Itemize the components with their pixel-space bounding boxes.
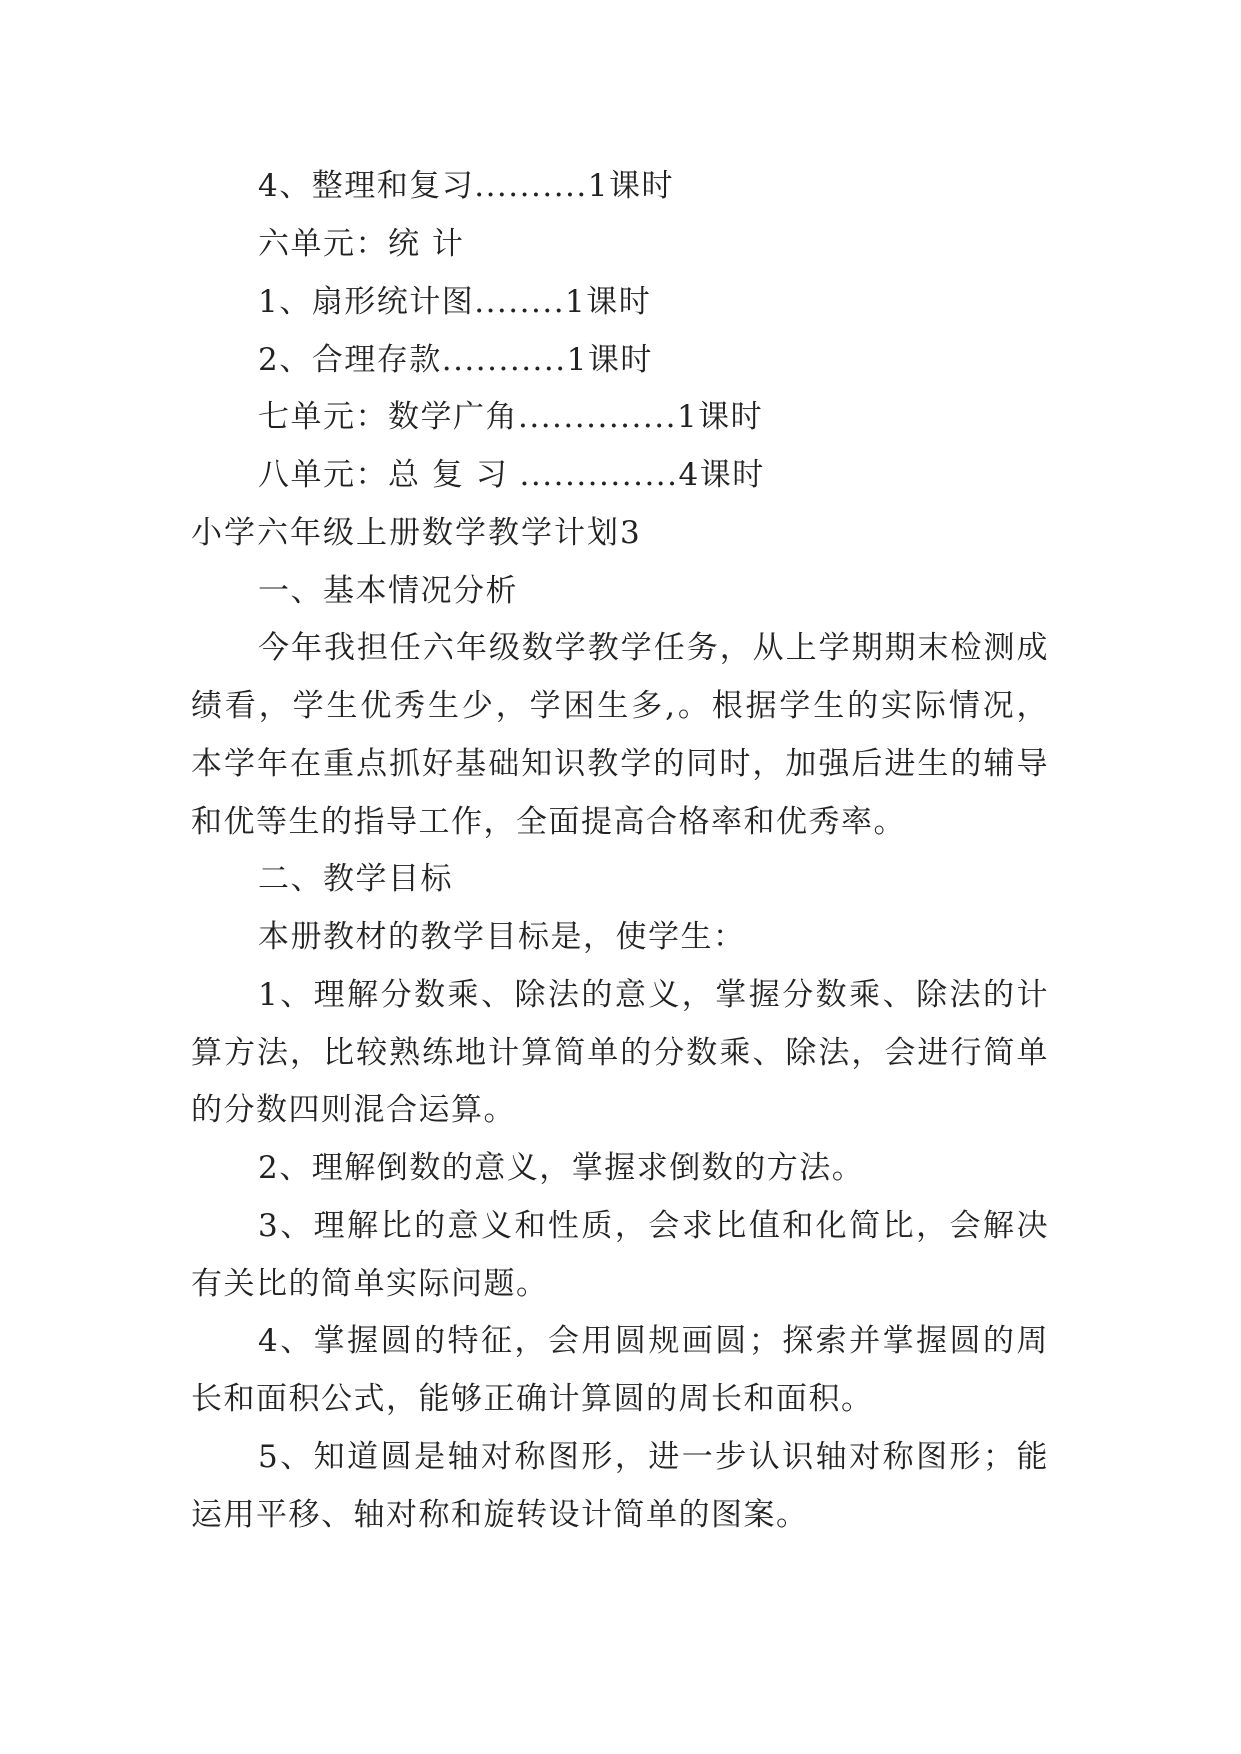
paragraph-line: 本学年在重点抓好基础知识教学的同时，加强后进生的辅导 bbox=[191, 746, 1049, 782]
paragraph-line: 绩看，学生优秀生少，学困生多,。根据学生的实际情况， bbox=[191, 688, 1049, 724]
schedule-item-savings: 2、合理存款...........1课时 bbox=[258, 342, 653, 378]
paragraph-line: 运用平移、轴对称和旋转设计简单的图案。 bbox=[191, 1497, 809, 1533]
goal-item-4: 4、掌握圆的特征，会用圆规画圆；探索并掌握圆的周 bbox=[258, 1323, 1049, 1359]
schedule-item-pie-chart: 1、扇形统计图........1课时 bbox=[258, 284, 652, 320]
paragraph-line: 的分数四则混合运算。 bbox=[191, 1092, 516, 1128]
goal-item-2: 2、理解倒数的意义，掌握求倒数的方法。 bbox=[258, 1150, 865, 1186]
goal-item-5: 5、知道圆是轴对称图形，进一步认识轴对称图形；能 bbox=[258, 1439, 1049, 1475]
unit-eight-heading: 八单元：总 复 习 ..............4课时 bbox=[258, 457, 765, 493]
paragraph-line: 长和面积公式，能够正确计算圆的周长和面积。 bbox=[191, 1381, 874, 1417]
paragraph-line: 有关比的简单实际问题。 bbox=[191, 1266, 549, 1302]
paragraph-line: 今年我担任六年级数学教学任务，从上学期期末检测成 bbox=[258, 630, 1049, 666]
section-title: 小学六年级上册数学教学计划3 bbox=[191, 515, 642, 551]
goal-item-1: 1、理解分数乘、除法的意义，掌握分数乘、除法的计 bbox=[258, 977, 1049, 1013]
unit-seven-heading: 七单元：数学广角..............1课时 bbox=[258, 399, 764, 435]
paragraph-line: 算方法，比较熟练地计算简单的分数乘、除法，会进行简单 bbox=[191, 1035, 1049, 1071]
unit-six-heading: 六单元：统 计 bbox=[258, 226, 465, 262]
paragraph-line: 本册教材的教学目标是，使学生： bbox=[258, 919, 746, 955]
goal-item-3: 3、理解比的意义和性质，会求比值和化简比，会解决 bbox=[258, 1208, 1049, 1244]
paragraph-line: 和优等生的指导工作，全面提高合格率和优秀率。 bbox=[191, 804, 906, 840]
schedule-item-review: 4、整理和复习..........1课时 bbox=[258, 168, 674, 204]
subheading-teaching-goals: 二、教学目标 bbox=[258, 861, 453, 897]
subheading-situation-analysis: 一、基本情况分析 bbox=[258, 573, 518, 609]
